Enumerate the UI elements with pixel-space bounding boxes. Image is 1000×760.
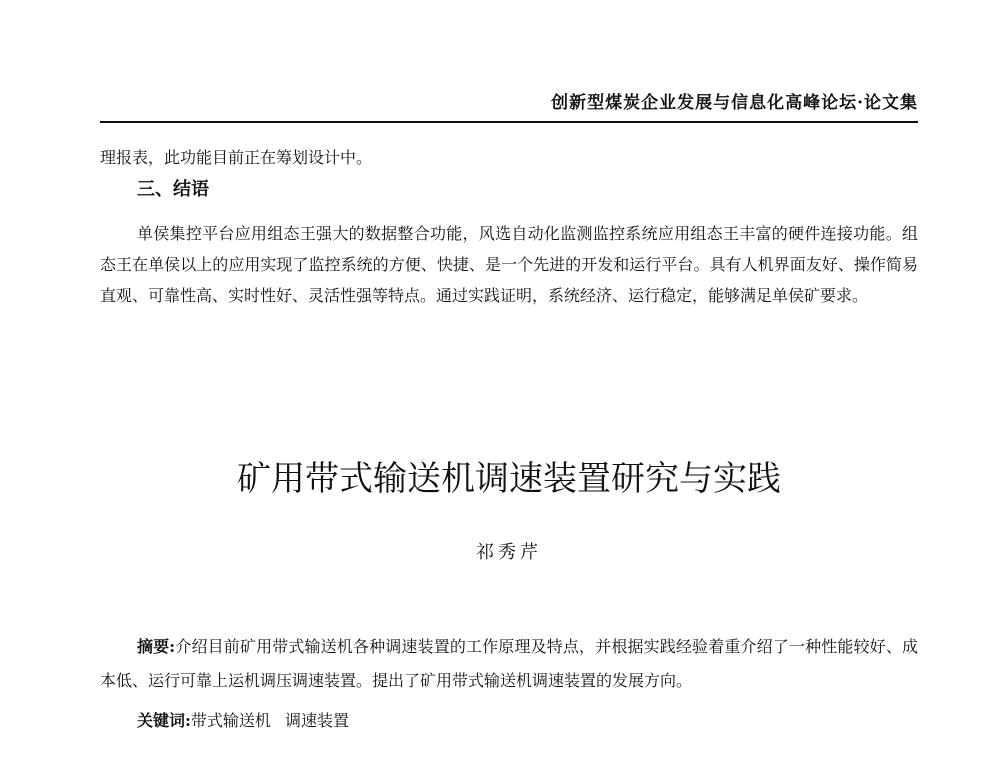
abstract-paragraph xyxy=(100,630,918,698)
article-author: 祁秀芹 xyxy=(476,542,542,563)
keyword: 调速装置 xyxy=(284,711,349,730)
keywords-label: 关键词: xyxy=(137,711,191,730)
abstract-label: 摘要: xyxy=(137,637,176,656)
running-header: 创新型煤炭企业发展与信息化高峰论坛·论文集 xyxy=(551,93,918,113)
header-rule xyxy=(100,121,918,123)
abstract-text: 介绍目前矿用带式输送机各种调速装置的工作原理及特点，并根据实践经验着重介绍了一种性能较好、成本低、运行可靠上运机调压调速装置。提出了矿用带式输送机调速装置的发展方向。 xyxy=(100,637,918,690)
conclusion-paragraph: 单侯集控平台应用组态王强大的数据整合功能，风选自动化监测监控系统应用组态王丰富的硬件连接功能。组态王在单侯以上的应用实现了监控系统的方便、快捷、是一个先进的开发和运行平台。具有人机界面友好、操作简易直观、可靠性高、实时性好、灵活性强等特点。通过实践证明，系统经济、运行稳定，能够满足单侯矿要求。 xyxy=(100,224,918,305)
section-heading-conclusion: 三、结语 xyxy=(137,179,209,200)
article-title: 矿用带式输送机调速装置研究与实践 xyxy=(237,459,781,499)
continued-paragraph: 理报表，此功能目前正在筹划设计中。 xyxy=(100,148,373,167)
keywords-line xyxy=(137,706,349,736)
keyword: 带式输送机 xyxy=(190,711,271,730)
